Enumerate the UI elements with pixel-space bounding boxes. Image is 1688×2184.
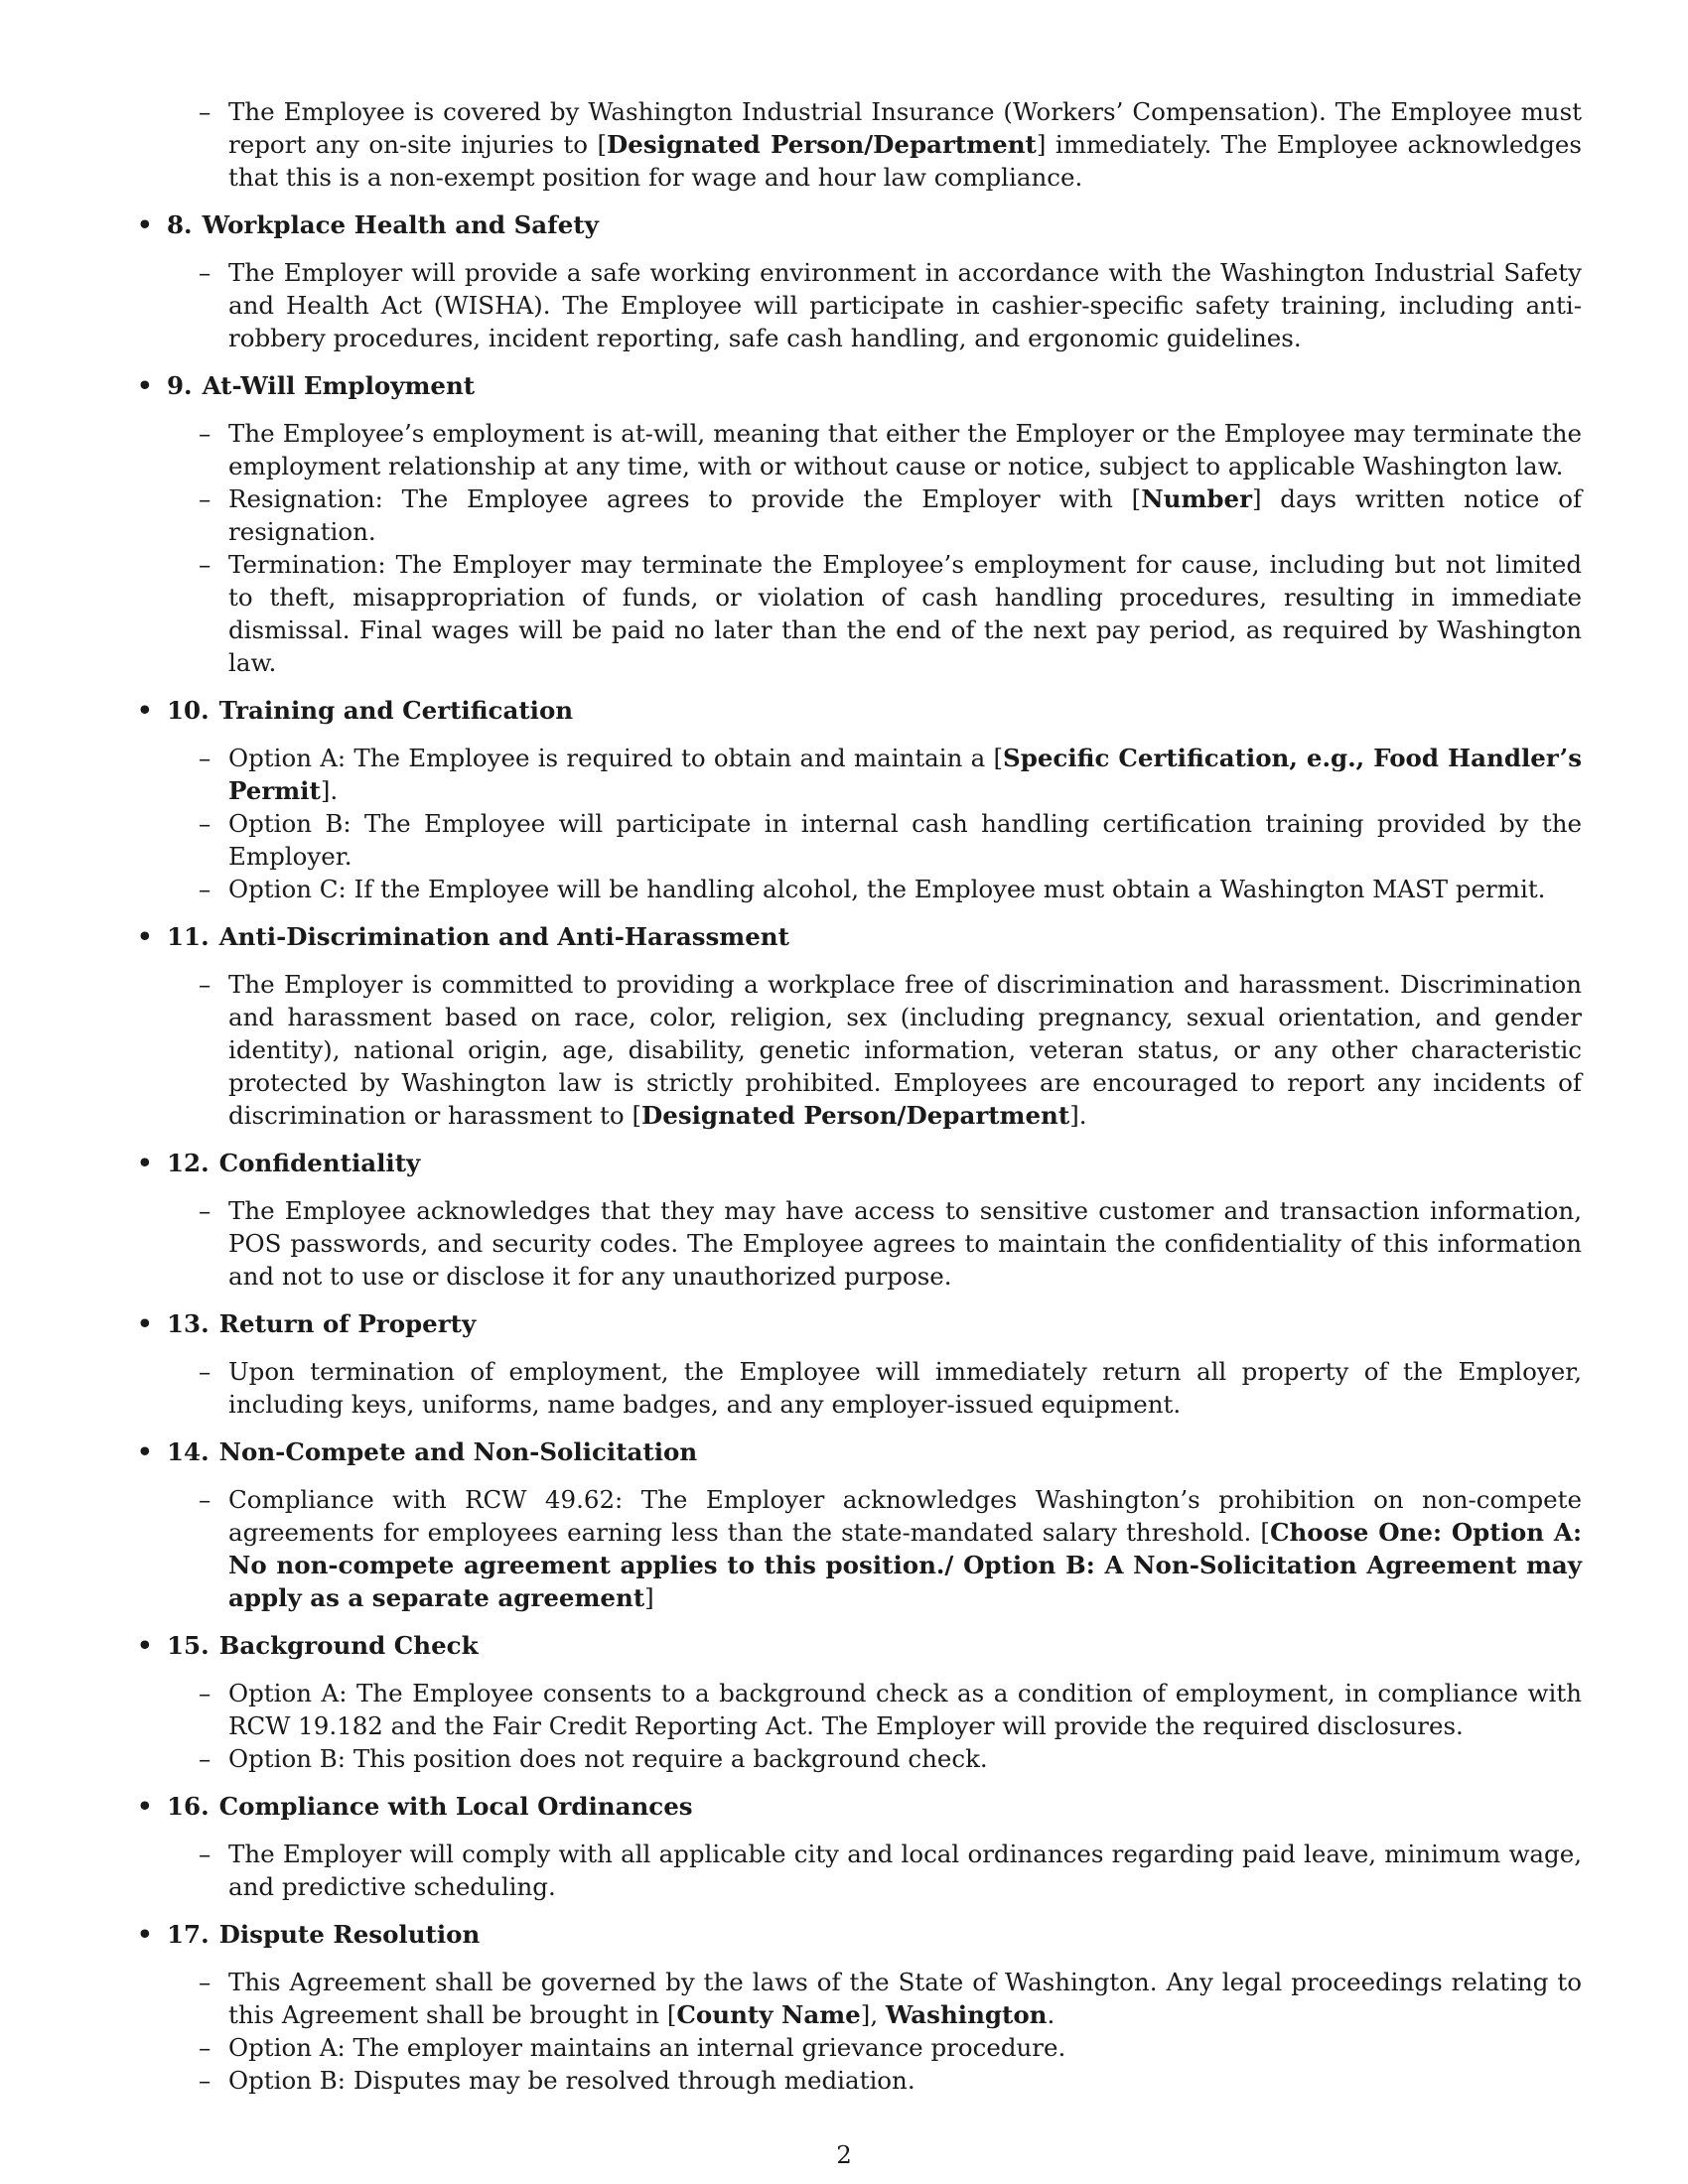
sections-container	[0, 208, 1688, 2097]
section-heading	[137, 369, 1688, 402]
bullet-marker: •	[137, 1309, 153, 1338]
placeholder-text: Washington	[885, 2000, 1048, 2029]
dash-marker: –	[199, 1679, 211, 1707]
body-text: ],	[860, 2000, 886, 2029]
body-text: Upon termination of employment, the Employee will immediately return all property of the Employer, including keys, uniforms, name badges, and any employer-issued equipment.	[228, 1357, 1582, 1419]
list-item	[199, 95, 1582, 194]
placeholder-text: Specific Certification, e.g., Food Handler’s Permit	[228, 744, 1582, 805]
bullet-marker: •	[137, 1437, 153, 1466]
dash-marker: –	[199, 419, 211, 448]
list-item	[199, 1966, 1582, 2031]
body-text: The Employee acknowledges that they may have access to sensitive customer and transaction information, POS passwords, and security codes. The Employee agrees to maintain the confidentiality of this information and not to use or disclose it for any unauthorized purpose.	[228, 1196, 1582, 1291]
list-item	[199, 1838, 1582, 1903]
list-item	[199, 2031, 1582, 2064]
section	[0, 1435, 1688, 1614]
section-heading	[137, 1435, 1688, 1468]
dash-marker: –	[199, 809, 211, 838]
section-title: Confidentiality	[218, 1149, 421, 1177]
dash-marker: –	[199, 1196, 211, 1225]
section-heading	[137, 1307, 1688, 1340]
section-heading	[137, 1629, 1688, 1662]
section-heading	[137, 1790, 1688, 1823]
bullet-marker: •	[137, 1920, 153, 1949]
list-item	[199, 417, 1582, 482]
section-heading	[137, 694, 1688, 727]
section-title: Anti-Discrimination and Anti-Harassment	[218, 922, 789, 951]
section-number: 10.	[167, 696, 210, 725]
list-item	[199, 873, 1582, 905]
dash-marker: –	[199, 1744, 211, 1773]
section	[0, 369, 1688, 679]
section-items	[0, 1838, 1688, 1903]
list-item	[199, 1677, 1582, 1742]
body-text: Option A: The Employee consents to a background check as a condition of employment, in compliance with RCW 19.182 and the Fair Credit Reporting Act. The Employer will provide the required disclosures.	[228, 1679, 1582, 1740]
section	[0, 920, 1688, 1132]
body-text: Option B: This position does not require a background check.	[228, 1744, 988, 1773]
placeholder-text: Designated Person/Department	[607, 130, 1037, 159]
body-text: Option A: The Employee is required to obtain and maintain a [	[228, 744, 1004, 772]
section-items	[0, 1355, 1688, 1421]
bullet-marker: •	[137, 1149, 153, 1177]
body-text: ] immediately. The Employee acknowledges that this is a non-exempt position for wage and hour law compliance.	[228, 130, 1582, 192]
section-heading	[137, 920, 1688, 953]
list-item	[199, 1355, 1582, 1421]
dash-marker: –	[199, 1485, 211, 1514]
dash-marker: –	[199, 97, 211, 126]
section-items	[0, 968, 1688, 1132]
placeholder-text: Designated Person/Department	[641, 1101, 1070, 1130]
section-items	[0, 1483, 1688, 1614]
section-number: 13.	[167, 1309, 210, 1338]
body-text: Resignation: The Employee agrees to provide the Employer with [	[228, 484, 1142, 513]
section-title: Non-Compete and Non-Solicitation	[218, 1437, 698, 1466]
document-page	[0, 95, 1688, 2097]
section-title: Training and Certification	[218, 696, 574, 725]
dash-marker: –	[199, 1840, 211, 1868]
body-text: The Employer will provide a safe working environment in accordance with the Washington Industrial Safety and Health Act (WISHA). The Employee will participate in cashier-specific safety training, including anti-robbery procedures, incident reporting, safe cash handling, and ergonomic guidelines.	[228, 258, 1582, 352]
list-item	[199, 968, 1582, 1132]
placeholder-text: Number	[1141, 484, 1252, 513]
body-text: Option A: The employer maintains an internal grievance procedure.	[228, 2033, 1066, 2062]
section-items	[0, 742, 1688, 905]
section-heading	[137, 208, 1688, 241]
body-text: ] days written notice of resignation.	[228, 484, 1583, 546]
list-item	[199, 1483, 1582, 1614]
section	[0, 694, 1688, 905]
section	[0, 1790, 1688, 1903]
bullet-marker: •	[137, 696, 153, 725]
section-title: Background Check	[218, 1631, 479, 1660]
body-text: The Employee’s employment is at-will, meaning that either the Employer or the Employee may terminate the employment relationship at any time, with or without cause or notice, subject to applicable Washington law.	[228, 419, 1582, 480]
dash-marker: –	[199, 258, 211, 287]
body-text: .	[1047, 2000, 1055, 2029]
bullet-marker: •	[137, 922, 153, 951]
body-text: Termination: The Employer may terminate the Employee’s employment for cause, including but not limited to theft, misappropriation of funds, or violation of cash handling procedures, resulting in immediate dismissal. Final wages will be paid no later than the end of the next pay period, as required by Washington law.	[228, 550, 1582, 677]
dash-marker: –	[199, 2033, 211, 2062]
bullet-marker: •	[137, 1631, 153, 1660]
section-title: Return of Property	[218, 1309, 477, 1338]
dash-marker: –	[199, 2066, 211, 2095]
dash-marker: –	[199, 970, 211, 999]
list-item	[199, 548, 1582, 679]
list-item	[199, 1194, 1582, 1293]
placeholder-text: Choose One: Option A: No non-compete agreement applies to this position./ Option B: A Non-Solicitation Agreement may apply as a separate agreement	[228, 1518, 1582, 1612]
dash-marker: –	[199, 1968, 211, 1996]
dash-marker: –	[199, 875, 211, 903]
list-item	[199, 807, 1582, 873]
body-text: This Agreement shall be governed by the laws of the State of Washington. Any legal proceedings relating to this Agreement shall be brought in [	[228, 1968, 1582, 2029]
dash-marker: –	[199, 744, 211, 772]
body-text: Option B: Disputes may be resolved through mediation.	[228, 2066, 915, 2095]
section-items	[0, 417, 1688, 679]
section	[0, 1918, 1688, 2097]
body-text: The Employer is committed to providing a workplace free of discrimination and harassment. Discrimination and harassment based on race, color, religion, sex (including pregnancy, sexual orientation, and gender identity), national origin, age, disability, genetic information, veteran status, or any other characteristic protected by Washington law is strictly prohibited. Employees are encouraged to report any incidents of discrimination or harassment to [	[228, 970, 1582, 1130]
body-text: The Employer will comply with all applicable city and local ordinances regarding paid leave, minimum wage, and predictive scheduling.	[228, 1840, 1582, 1901]
list-item	[199, 256, 1582, 354]
body-text: Option C: If the Employee will be handling alcohol, the Employee must obtain a Washington MAST permit.	[228, 875, 1546, 903]
body-text: Option B: The Employee will participate in internal cash handling certification training provided by the Employer.	[228, 809, 1582, 871]
section-items	[0, 256, 1688, 354]
dash-marker: –	[199, 1357, 211, 1386]
list-item	[199, 2064, 1582, 2097]
bullet-marker: •	[137, 371, 153, 400]
section-number: 14.	[167, 1437, 210, 1466]
section-items	[0, 1677, 1688, 1775]
section-title: Dispute Resolution	[218, 1920, 481, 1949]
placeholder-text: County Name	[676, 2000, 861, 2029]
section-title: At-Will Employment	[202, 371, 476, 400]
section	[0, 1629, 1688, 1775]
section-title: Compliance with Local Ordinances	[218, 1792, 693, 1821]
section-number: 9.	[167, 371, 193, 400]
section	[0, 208, 1688, 354]
section-number: 16.	[167, 1792, 210, 1821]
dash-marker: –	[199, 484, 211, 513]
list-item	[199, 1742, 1582, 1775]
section-items	[0, 1194, 1688, 1293]
section-heading	[137, 1147, 1688, 1179]
continuation-list	[0, 95, 1688, 194]
dash-marker: –	[199, 550, 211, 579]
body-text: The Employee is covered by Washington Industrial Insurance (Workers’ Compensation). The Employee must report any on-site injuries to	[228, 97, 1582, 159]
bullet-marker: •	[137, 210, 153, 239]
list-item	[199, 742, 1582, 807]
section-number: 8.	[167, 210, 193, 239]
section-items	[0, 1966, 1688, 2097]
section-heading	[137, 1918, 1688, 1951]
body-text: [	[597, 130, 608, 159]
body-text: ].	[320, 776, 339, 805]
page-number: 2	[836, 2140, 852, 2169]
body-text: ]	[644, 1583, 654, 1612]
section-number: 15.	[167, 1631, 210, 1660]
body-text: ].	[1069, 1101, 1087, 1130]
section	[0, 1307, 1688, 1421]
section-title: Workplace Health and Safety	[202, 210, 599, 239]
section-number: 12.	[167, 1149, 210, 1177]
bullet-marker: •	[137, 1792, 153, 1821]
list-item	[199, 482, 1583, 548]
section-number: 11.	[167, 922, 210, 951]
section	[0, 1147, 1688, 1293]
section-number: 17.	[167, 1920, 210, 1949]
body-text: Compliance with RCW 49.62: The Employer acknowledges Washington’s prohibition on non-compete agreements for employees earning less than the state-mandated salary threshold. [	[228, 1485, 1582, 1547]
